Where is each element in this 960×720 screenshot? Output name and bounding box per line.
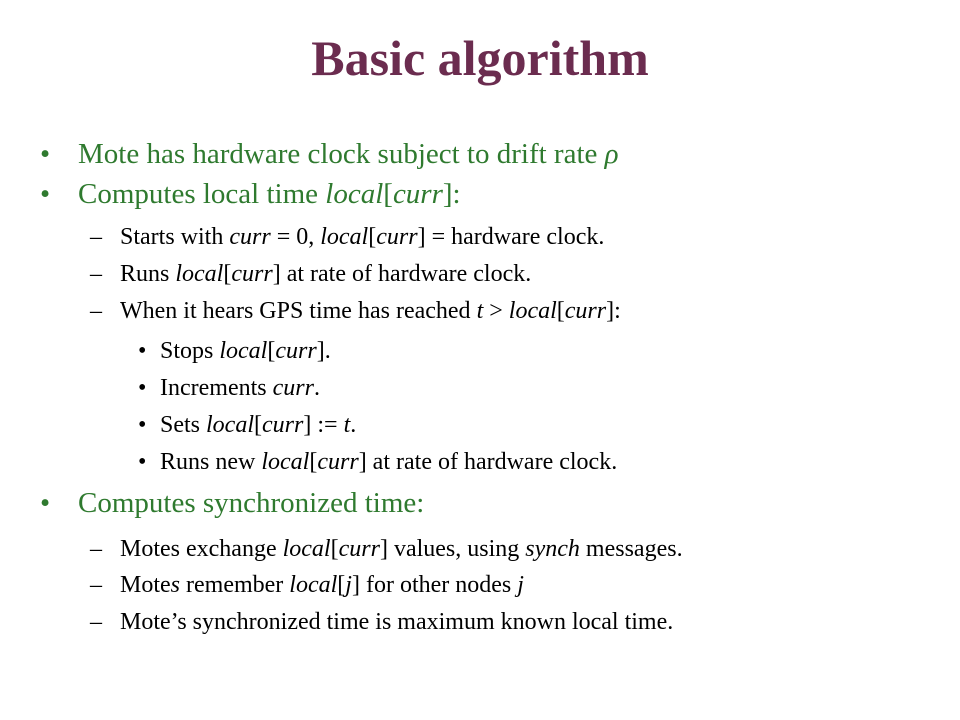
sub-sub-bullet-text: Stops local[curr].	[160, 338, 331, 364]
sub-bullet-text: Mote’s synchronized time is maximum known local time.	[120, 609, 674, 635]
sub-bullet-marker: –	[90, 609, 102, 635]
sub-bullet-text: Starts with curr = 0, local[curr] = hardware clock.	[120, 224, 605, 250]
sub-bullet-marker: –	[90, 572, 102, 598]
sub-sub-bullet-marker: •	[138, 412, 147, 438]
sub-bullet-marker: –	[90, 298, 102, 324]
bullet-marker: •	[40, 138, 51, 170]
sub-bullet-text: Motes exchange local[curr] values, using synch messages.	[120, 536, 683, 562]
slide-title: Basic algorithm	[311, 30, 649, 86]
bullet-text: Computes synchronized time:	[78, 487, 425, 519]
sub-sub-bullet-marker: •	[138, 338, 147, 364]
sub-bullet-text: Runs local[curr] at rate of hardware clock.	[120, 261, 532, 287]
sub-bullet-marker: –	[90, 224, 102, 250]
bullet-text: Mote has hardware clock subject to drift rate ρ	[78, 138, 619, 170]
sub-bullet-marker: –	[90, 536, 102, 562]
sub-bullet-text: Motes remember local[j] for other nodes j	[120, 572, 524, 598]
sub-sub-bullet-marker: •	[138, 449, 147, 475]
sub-bullet-marker: –	[90, 261, 102, 287]
sub-bullet-text: When it hears GPS time has reached t > local[curr]:	[120, 298, 621, 324]
bullet-marker: •	[40, 178, 51, 210]
bullet-marker: •	[40, 487, 51, 519]
sub-sub-bullet-text: Sets local[curr] := t.	[160, 412, 357, 438]
sub-sub-bullet-text: Increments curr.	[160, 375, 320, 401]
bullet-text: Computes local time local[curr]:	[78, 178, 461, 210]
sub-sub-bullet-marker: •	[138, 375, 147, 401]
sub-sub-bullet-text: Runs new local[curr] at rate of hardware clock.	[160, 449, 618, 475]
